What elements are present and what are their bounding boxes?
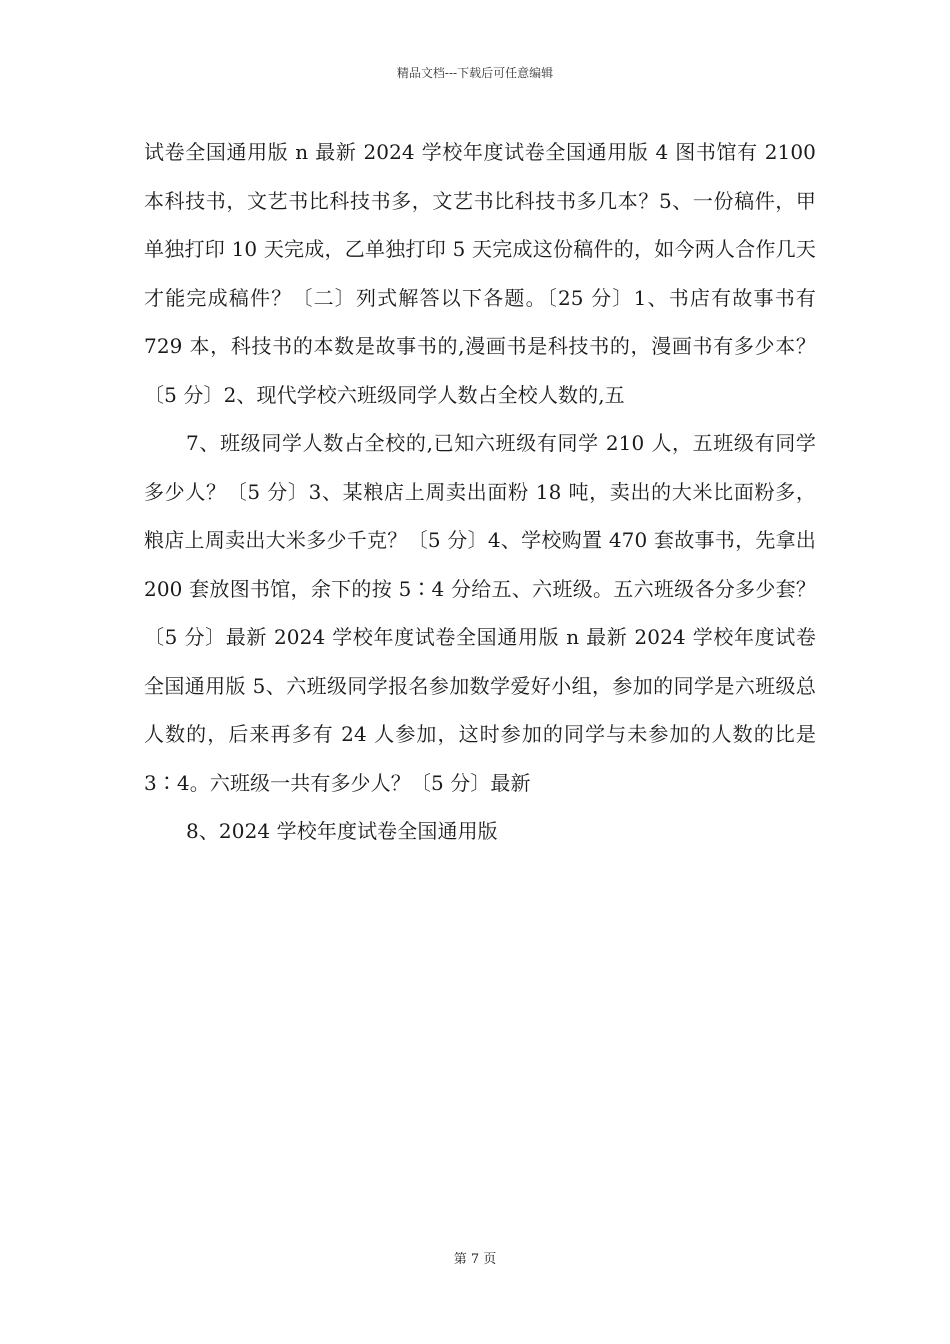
paragraph-3: 8、2024 学校年度试卷全国通用版 bbox=[186, 819, 498, 843]
paragraph-2: 7、班级同学人数占全校的,已知六班级有同学 210 人，五班级有同学多少人？〔5 分〕3、某粮店上周卖出面粉 18 吨，卖出的大米比面粉多，粮店上周卖出大米多少千克？〔5 分〕4、学校购置 470 套故事书，先拿出 200 套放图书馆，余下的按 5∶4 分给五、六班级。五六班级各分多少套？〔5 分〕最新 2024 学校年度试卷全国通用版 n 最新 2024 学校年度试卷全国通用版 5、六班级同学报名参加数学爱好小组，参加的同学是六班级总人数的，后来再多有 24 人参加，这时参加的同学与未参加的人数的比是 3∶4。六班级一共有多少人？〔5 分〕最新 bbox=[144, 431, 816, 795]
page-number: 第 7 页 bbox=[453, 1252, 497, 1267]
page-header: 精品文档---下载后可任意编辑 bbox=[396, 66, 554, 80]
paragraph-1: 试卷全国通用版 n 最新 2024 学校年度试卷全国通用版 4 图书馆有 2100 本科技书，文艺书比科技书多，文艺书比科技书多几本？5、一份稿件，甲单独打印 10 天完成，乙单独打印 5 天完成这份稿件的，如今两人合作几天才能完成稿件？〔二〕列式解答以下各题。〔25 分〕1、书店有故事书有 729 本，科技书的本数是故事书的,漫画书是科技书的，漫画书有多少本？〔5 分〕2、现代学校六班级同学人数占全校人数的,五 bbox=[144, 140, 816, 407]
document-body bbox=[144, 128, 816, 856]
